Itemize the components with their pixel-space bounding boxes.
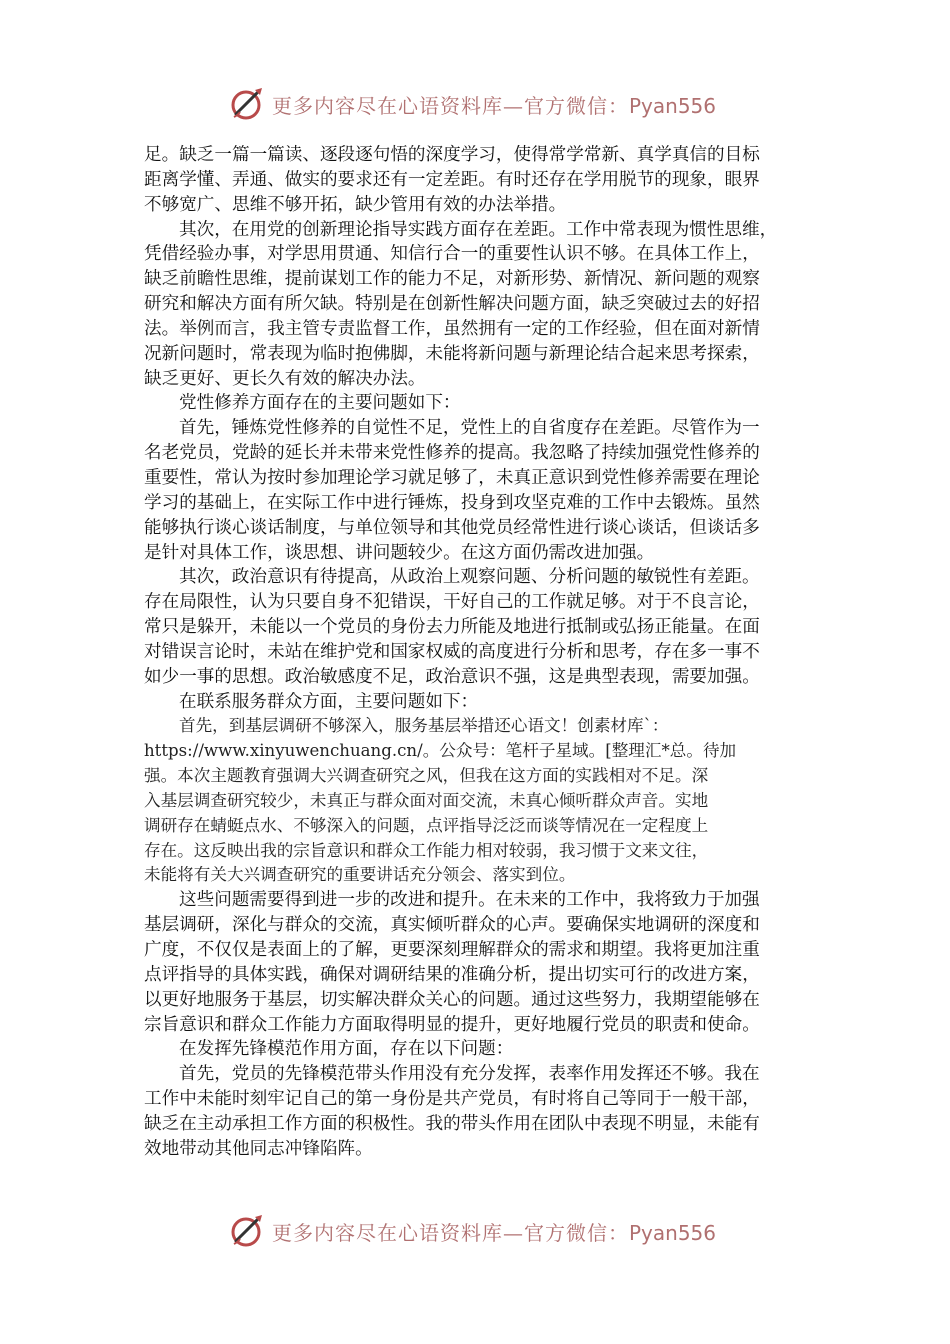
text-line: 工作中未能时刻牢记自己的第一身份是共产党员，有时将自己等同于一般干部，: [144, 1089, 760, 1110]
text-line: 常只是躲开，未能以一个党员的身份去力所能及地进行抵制或弘扬正能量。在面: [144, 617, 760, 638]
text-line: 距离学懂、弄通、做实的要求还有一定差距。有时还存在学用脱节的现象，眼界: [144, 169, 760, 190]
text-line: 研究和解决方面有所欠缺。特别是在创新性解决问题方面，缺乏突破过去的好招: [144, 294, 760, 315]
text-line: 缺乏前瞻性思维，提前谋划工作的能力不足，对新形势、新情况、新问题的观察: [144, 269, 760, 290]
text-line: 广度，不仅仅是表面上的了解，更要深刻理解群众的需求和期望。我将更加注重: [144, 940, 760, 960]
logo-icon: [228, 1211, 268, 1251]
text-line: 调研存在蜻蜓点水、不够深入的问题，点评指导泛泛而谈等情况在一定程度上: [144, 815, 709, 835]
wechat-id: Pyan556: [629, 1220, 717, 1245]
watermark-text: [272, 90, 716, 119]
text-line: 这些问题需要得到进一步的改进和提升。在未来的工作中，我将致力于加强: [179, 890, 760, 911]
text-line: 名老党员，党龄的延长并未带来党性修养的提高。我忽略了持续加强党性修养的: [144, 443, 760, 464]
wechat-id: Pyan556: [629, 93, 717, 118]
header-watermark: [0, 82, 950, 126]
text-line: 其次，在用党的创新理论指导实践方面存在差距。工作中常表现为惯性思维，: [179, 219, 778, 240]
text-line: https://www.xinyuwenchuang.cn/。公众号：笔杆子星域。[整理汇*总。待加: [144, 741, 737, 761]
footer-watermark: [0, 1209, 950, 1253]
text-line: 况新问题时，常表现为临时抱佛脚，未能将新问题与新理论结合起来思考探索，: [144, 343, 760, 364]
text-line: 存在局限性，认为只要自身不犯错误，干好自己的工作就足够。对于不良言论，: [144, 592, 760, 613]
text-line: 是针对具体工作，谈思想、讲问题较少。在这方面仍需改进加强。: [144, 542, 655, 563]
text-line: 点评指导的具体实践，确保对调研结果的准确分析，提出切实可行的改进方案，: [144, 964, 760, 985]
text-line: 未能将有关大兴调查研究的重要讲话充分领会、落实到位。: [144, 865, 576, 885]
text-line: 重要性，常认为按时参加理论学习就足够了，未真正意识到党性修养需要在理论: [144, 467, 760, 488]
text-line: 首先，党员的先锋模范带头作用没有充分发挥，表率作用发挥还不够。我在: [179, 1064, 760, 1085]
text-line: 首先，到基层调研不够深入，服务基层举措还心语文！创素材库`：: [179, 716, 669, 736]
watermark-text: [272, 1217, 716, 1246]
text-line: 法。举例而言，我主管专责监督工作，虽然拥有一定的工作经验，但在面对新情: [144, 318, 760, 339]
text-line: 强。本次主题教育强调大兴调查研究之风，但我在这方面的实践相对不足。深: [144, 766, 709, 786]
text-line: 在联系服务群众方面，主要问题如下：: [179, 691, 479, 712]
text-line: 存在。这反映出我的宗旨意识和群众工作能力相对较弱，我习惯于文来文往，: [144, 840, 709, 860]
text-line: 基层调研，深化与群众的交流，真实倾听群众的心声。要确保实地调研的深度和: [144, 915, 760, 936]
text-line: 效地带动其他同志冲锋陷阵。: [144, 1138, 373, 1159]
document-body: [144, 143, 810, 1162]
text-line: 在发挥先锋模范作用方面，存在以下问题：: [179, 1039, 514, 1060]
text-line: 首先，锤炼党性修养的自觉性不足，党性上的自省度存在差距。尽管作为一: [179, 418, 760, 439]
text-line: 缺乏在主动承担工作方面的积极性。我的带头作用在团队中表现不明显，未能有: [144, 1113, 760, 1134]
text-line: 能够执行谈心谈话制度，与单位领导和其他党员经常性进行谈心谈话，但谈话多: [144, 517, 760, 538]
text-line: 学习的基础上，在实际工作中进行锤炼，投身到攻坚克难的工作中去锻炼。虽然: [144, 492, 760, 513]
text-line: 入基层调查研究较少，未真正与群众面对面交流，未真心倾听群众声音。实地: [144, 790, 709, 810]
text-line: 凭借经验办事，对学思用贯通、知信行合一的重要性认识不够。在具体工作上，: [144, 244, 760, 265]
text-line: 如少一事的思想。政治敏感度不足，政治意识不强，这是典型表现，需要加强。: [144, 666, 760, 687]
text-line: 以更好地服务于基层，切实解决群众关心的问题。通过这些努力，我期望能够在: [144, 989, 760, 1010]
watermark-label: 更多内容尽在心语资料库—官方微信：: [272, 93, 629, 118]
text-line: 其次，政治意识有待提高，从政治上观察问题、分析问题的敏锐性有差距。: [179, 567, 760, 588]
text-line: 不够宽广、思维不够开拓，缺少管用有效的办法举措。: [144, 194, 567, 215]
text-line: 足。缺乏一篇一篇读、逐段逐句悟的深度学习，使得常学常新、真学真信的目标: [144, 145, 760, 165]
watermark-label: 更多内容尽在心语资料库—官方微信：: [272, 1220, 629, 1245]
logo-icon: [228, 84, 268, 124]
text-line: 缺乏更好、更长久有效的解决办法。: [144, 368, 426, 389]
text-line: 宗旨意识和群众工作能力方面取得明显的提升，更好地履行党员的职责和使命。: [144, 1014, 760, 1035]
text-line: 党性修养方面存在的主要问题如下：: [179, 393, 461, 414]
text-line: 对错误言论时，未站在维护党和国家权威的高度进行分析和思考，存在多一事不: [144, 641, 760, 662]
